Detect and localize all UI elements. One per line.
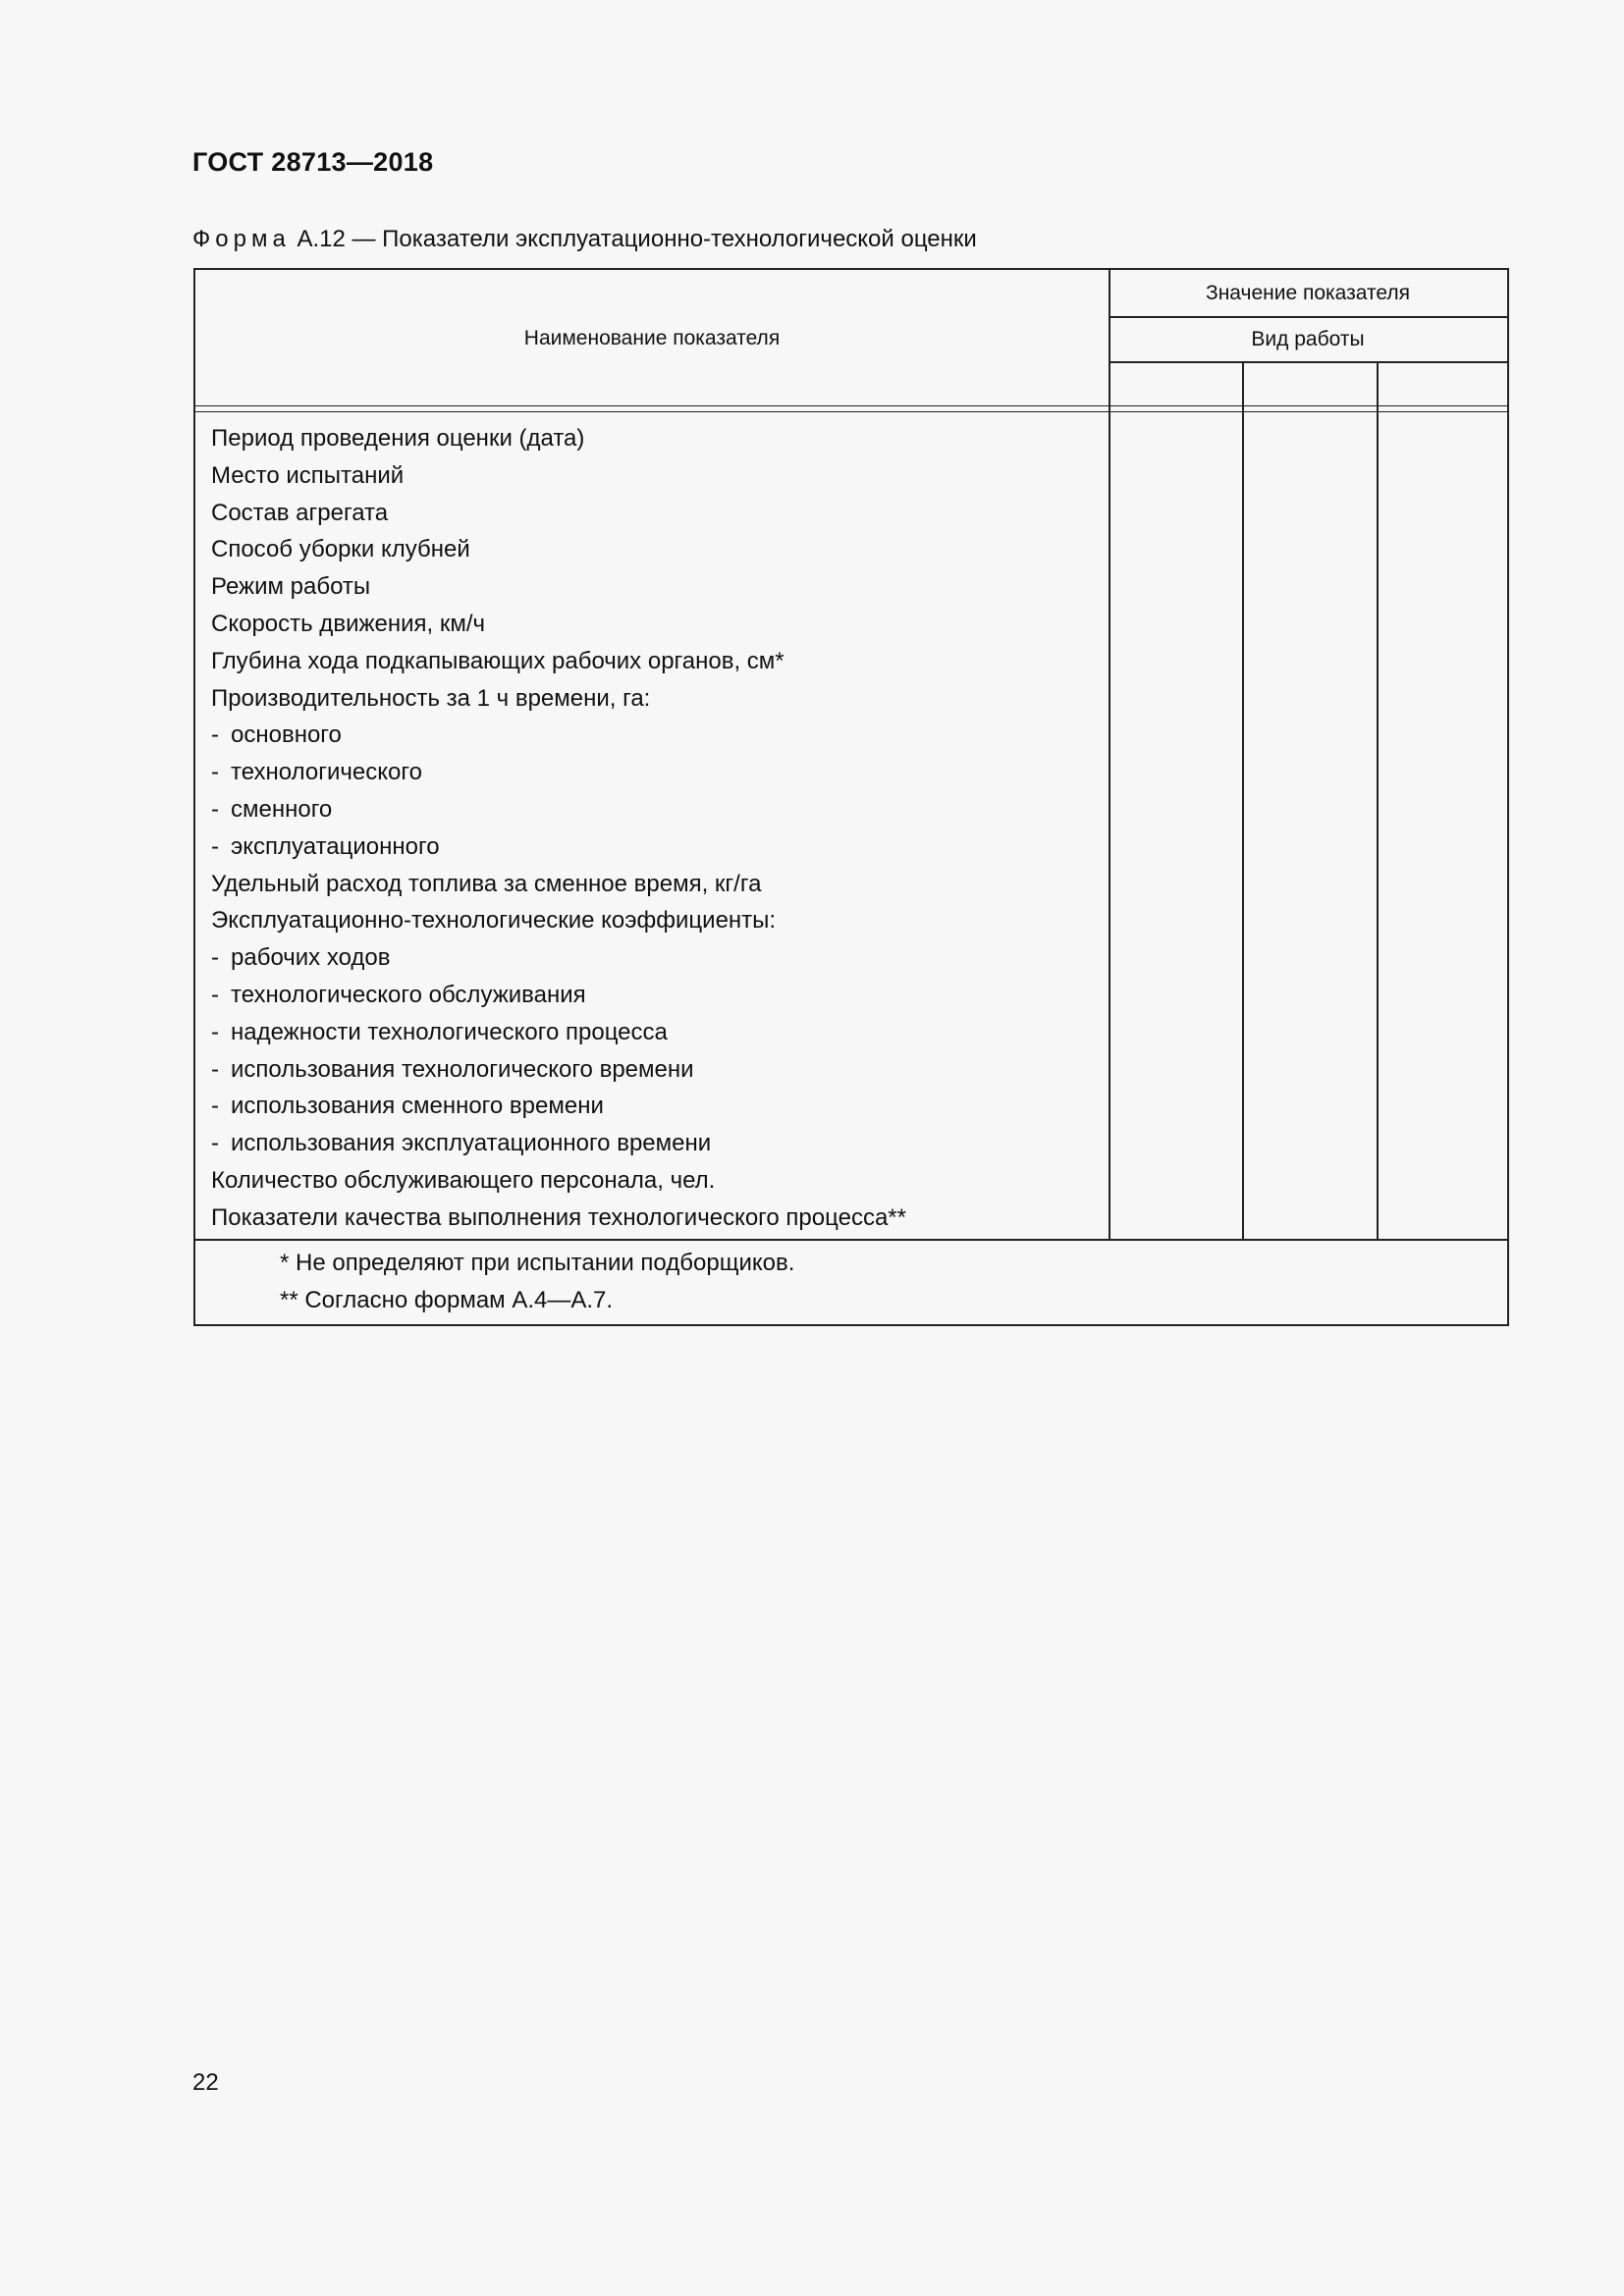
column-header-work-type: Вид работы [1251,328,1365,350]
table-row [211,1051,1095,1089]
row-label: использования сменного времени [231,1093,604,1120]
table-row [211,791,1095,828]
row-label: Количество обслуживающего персонала, чел. [211,1166,716,1194]
column-divider [1242,362,1244,1239]
row-dash: - [211,981,219,1008]
row-label: основного [231,721,342,749]
table-row [211,495,1095,532]
indicator-list [211,420,1095,1237]
row-dash: - [211,1130,219,1157]
indicators-table [193,268,1509,1326]
table-row [211,420,1095,457]
row-label: использования эксплуатационного времени [231,1130,712,1157]
table-row [211,568,1095,606]
row-label: использования технологического времени [231,1055,694,1083]
table-row [211,977,1095,1014]
table-row [211,457,1095,495]
table-row [211,828,1095,866]
row-label: сменного [231,795,333,823]
row-label: Состав агрегата [211,499,389,526]
footnote: ** Согласно формам А.4—А.7. [280,1287,614,1313]
row-label: Эксплуатационно-технологические коэффициенты: [211,907,777,934]
column-divider [1377,362,1379,1239]
table-row [211,754,1095,791]
row-dash: - [211,721,219,749]
row-dash: - [211,1093,219,1120]
column-header-name: Наименование показателя [523,327,781,349]
table-row [211,606,1095,643]
row-dash: - [211,944,219,972]
row-label: Производительность за 1 ч времени, га: [211,684,651,712]
form-caption-prefix: Форма [192,226,291,252]
table-notes [280,1245,794,1319]
row-label: Показатели качества выполнения технологического процесса** [211,1203,906,1231]
notes-divider [195,1239,1507,1241]
table-row [211,680,1095,718]
row-label: Скорость движения, км/ч [211,610,486,637]
row-dash: - [211,832,219,860]
row-dash: - [211,795,219,823]
row-label: Удельный расход топлива за сменное время, кг/га [211,870,762,897]
table-row [211,1088,1095,1125]
table-row [211,717,1095,754]
row-label: надежности технологического процесса [231,1018,668,1045]
header-double-line [195,411,1507,412]
row-label: Место испытаний [211,461,405,489]
row-label: рабочих ходов [231,944,391,972]
row-label: Период проведения оценки (дата) [211,425,585,452]
table-row [211,866,1095,903]
table-row [211,1125,1095,1162]
row-label: технологического [231,759,422,786]
form-caption-title: А.12 — Показатели эксплуатационно-технологической оценки [290,226,977,252]
row-label: Режим работы [211,573,371,601]
table-row [211,1162,1095,1200]
column-divider [1109,270,1110,1239]
row-label: технологического обслуживания [231,981,586,1008]
table-row [211,1014,1095,1051]
table-row [211,1200,1095,1237]
row-label: эксплуатационного [231,832,440,860]
table-row [211,531,1095,568]
table-row [211,902,1095,939]
form-caption [192,226,977,253]
document-code: ГОСТ 28713—2018 [192,147,434,177]
table-row [211,643,1095,680]
page-number: 22 [192,2069,219,2096]
footnote: * Не определяют при испытании подборщиков. [280,1250,795,1276]
row-dash: - [211,1018,219,1045]
row-dash: - [211,1055,219,1083]
column-header-value: Значение показателя [1206,282,1410,304]
row-label: Способ уборки клубней [211,536,470,563]
row-dash: - [211,759,219,786]
row-label: Глубина хода подкапывающих рабочих органов, см* [211,647,785,674]
table-row [211,939,1095,977]
